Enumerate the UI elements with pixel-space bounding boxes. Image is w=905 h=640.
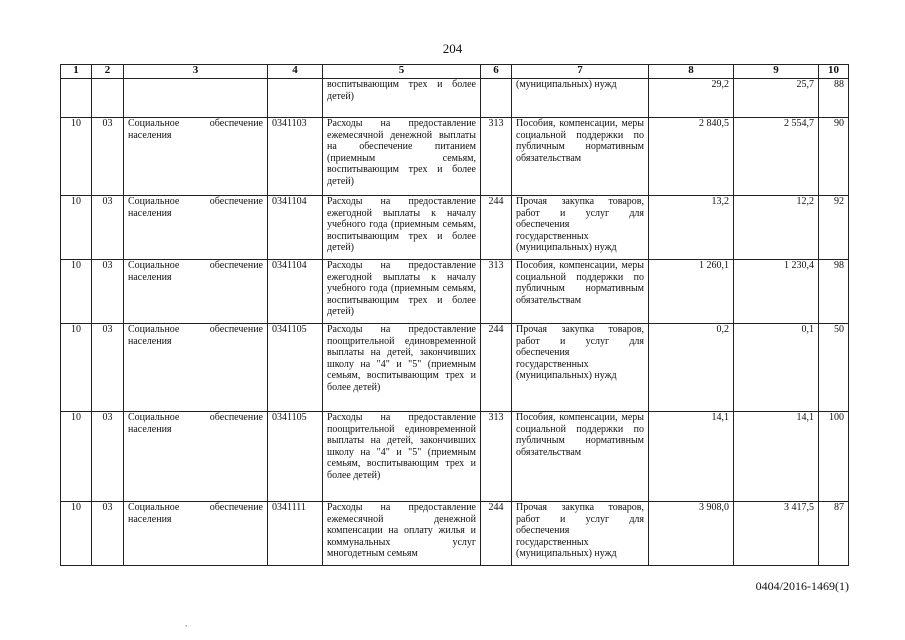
expense-type-name: Прочая закупка товаров, работ и услуг для обеспечения государственных (муниципальных) нужд bbox=[512, 324, 649, 412]
planned-amount: 13,2 bbox=[649, 196, 734, 260]
actual-amount: 12,2 bbox=[734, 196, 819, 260]
section-name: Социальное обеспечение населения bbox=[124, 260, 268, 324]
actual-amount: 2 554,7 bbox=[734, 118, 819, 196]
expense-description: воспитывающим трех и более детей) bbox=[323, 79, 481, 118]
subsection-code: 03 bbox=[92, 260, 124, 324]
planned-amount: 29,2 bbox=[649, 79, 734, 118]
table-row bbox=[61, 260, 849, 324]
section-code: 10 bbox=[61, 196, 92, 260]
table-row bbox=[61, 412, 849, 502]
target-article-code: 0341104 bbox=[268, 260, 323, 324]
expense-type-code: 244 bbox=[481, 324, 512, 412]
column-header: 4 bbox=[268, 65, 323, 79]
section-name: Социальное обеспечение населения bbox=[124, 118, 268, 196]
expense-type-name: Пособия, компенсации, меры социальной поддержки по публичным нормативным обязательствам bbox=[512, 260, 649, 324]
planned-amount: 14,1 bbox=[649, 412, 734, 502]
column-header: 3 bbox=[124, 65, 268, 79]
target-article-code: 0341105 bbox=[268, 324, 323, 412]
actual-amount: 14,1 bbox=[734, 412, 819, 502]
target-article-code: 0341105 bbox=[268, 412, 323, 502]
document-id: 0404/2016-1469(1) bbox=[755, 579, 849, 593]
target-article-code: 0341111 bbox=[268, 502, 323, 566]
column-header: 5 bbox=[323, 65, 481, 79]
subsection-code: 03 bbox=[92, 324, 124, 412]
expense-description: Расходы на предоставление ежемесячной денежной компенсации на оплату жилья и коммунальных услуг многодетным семьям bbox=[323, 502, 481, 566]
table-row bbox=[61, 79, 849, 118]
section-code bbox=[61, 79, 92, 118]
actual-amount: 25,7 bbox=[734, 79, 819, 118]
expense-type-code: 244 bbox=[481, 196, 512, 260]
execution-percent: 100 bbox=[819, 412, 849, 502]
expense-type-code: 313 bbox=[481, 118, 512, 196]
actual-amount: 3 417,5 bbox=[734, 502, 819, 566]
table-row bbox=[61, 502, 849, 566]
execution-percent: 88 bbox=[819, 79, 849, 118]
execution-percent: 87 bbox=[819, 502, 849, 566]
expense-description: Расходы на предоставление ежегодной выплаты к началу учебного года (приемным семьям, воспитывающим трех и более детей) bbox=[323, 260, 481, 324]
section-code: 10 bbox=[61, 502, 92, 566]
column-header: 9 bbox=[734, 65, 819, 79]
section-name: Социальное обеспечение населения bbox=[124, 502, 268, 566]
column-header: 10 bbox=[819, 65, 849, 79]
table-row bbox=[61, 118, 849, 196]
column-header: 1 bbox=[61, 65, 92, 79]
expense-type-code: 244 bbox=[481, 502, 512, 566]
subsection-code: 03 bbox=[92, 196, 124, 260]
table-header-row bbox=[61, 65, 849, 79]
subsection-code: 03 bbox=[92, 412, 124, 502]
planned-amount: 2 840,5 bbox=[649, 118, 734, 196]
section-code: 10 bbox=[61, 118, 92, 196]
expense-type-name: Прочая закупка товаров, работ и услуг для обеспечения государственных (муниципальных) нужд bbox=[512, 502, 649, 566]
expense-type-name: Пособия, компенсации, меры социальной поддержки по публичным нормативным обязательствам bbox=[512, 412, 649, 502]
expense-type-name: Пособия, компенсации, меры социальной поддержки по публичным нормативным обязательствам bbox=[512, 118, 649, 196]
execution-percent: 98 bbox=[819, 260, 849, 324]
planned-amount: 0,2 bbox=[649, 324, 734, 412]
execution-percent: 50 bbox=[819, 324, 849, 412]
subsection-code: 03 bbox=[92, 118, 124, 196]
planned-amount: 3 908,0 bbox=[649, 502, 734, 566]
section-code: 10 bbox=[61, 412, 92, 502]
subsection-code: 03 bbox=[92, 502, 124, 566]
planned-amount: 1 260,1 bbox=[649, 260, 734, 324]
target-article-code: 0341103 bbox=[268, 118, 323, 196]
table-row bbox=[61, 324, 849, 412]
expense-type-code: 313 bbox=[481, 260, 512, 324]
target-article-code: 0341104 bbox=[268, 196, 323, 260]
section-name: Социальное обеспечение населения bbox=[124, 412, 268, 502]
expense-type-name: Прочая закупка товаров, работ и услуг для обеспечения государственных (муниципальных) нужд bbox=[512, 196, 649, 260]
expense-description: Расходы на предоставление поощрительной единовременной выплаты на детей, закончивших школу на "4" и "5" (приемным семьям, воспитывающим трех и более детей) bbox=[323, 324, 481, 412]
table-row bbox=[61, 196, 849, 260]
column-header: 6 bbox=[481, 65, 512, 79]
target-article-code bbox=[268, 79, 323, 118]
section-name: Социальное обеспечение населения bbox=[124, 324, 268, 412]
scan-mark: , bbox=[185, 618, 188, 628]
column-header: 2 bbox=[92, 65, 124, 79]
subsection-code bbox=[92, 79, 124, 118]
expense-type-code bbox=[481, 79, 512, 118]
column-header: 8 bbox=[649, 65, 734, 79]
budget-table bbox=[60, 64, 849, 566]
section-name bbox=[124, 79, 268, 118]
execution-percent: 92 bbox=[819, 196, 849, 260]
expense-type-code: 313 bbox=[481, 412, 512, 502]
section-code: 10 bbox=[61, 324, 92, 412]
expense-description: Расходы на предоставление ежегодной выплаты к началу учебного года (приемным семьям, воспитывающим трех и более детей) bbox=[323, 196, 481, 260]
page-number: 204 bbox=[442, 41, 463, 56]
expense-type-name: (муниципальных) нужд bbox=[512, 79, 649, 118]
execution-percent: 90 bbox=[819, 118, 849, 196]
section-name: Социальное обеспечение населения bbox=[124, 196, 268, 260]
expense-description: Расходы на предоставление ежемесячной денежной выплаты на обеспечение питанием (приемным семьям, воспитывающим трех и более детей) bbox=[323, 118, 481, 196]
actual-amount: 1 230,4 bbox=[734, 260, 819, 324]
expense-description: Расходы на предоставление поощрительной единовременной выплаты на детей, закончивших школу на "4" и "5" (приемным семьям, воспитывающим трех и более детей) bbox=[323, 412, 481, 502]
column-header: 7 bbox=[512, 65, 649, 79]
section-code: 10 bbox=[61, 260, 92, 324]
actual-amount: 0,1 bbox=[734, 324, 819, 412]
